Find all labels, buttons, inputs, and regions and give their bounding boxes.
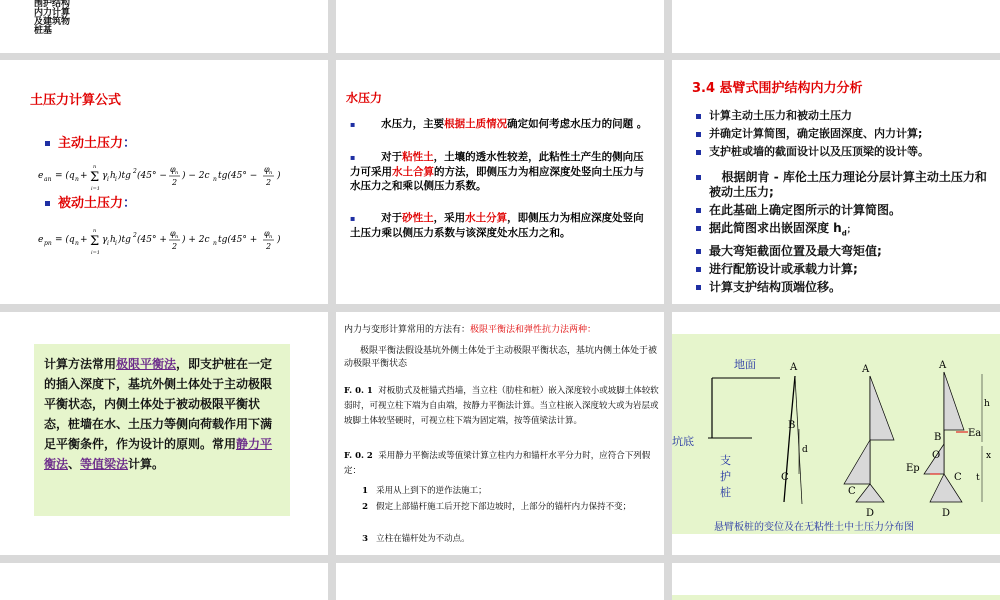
methods-intro-2: 极限平衡法假设基坑外侧土体处于主动极限平衡状态，基坑内侧土体处于被动极限平衡状态: [344, 346, 658, 369]
label-D-3: D: [942, 508, 951, 519]
green-panel-top: [672, 595, 1000, 600]
bullet-icon: [696, 208, 701, 213]
slide-title: 土压力计算公式: [30, 93, 122, 108]
slide-11: [336, 563, 664, 600]
svg-text:) − 2c: ) − 2c: [182, 171, 210, 181]
label-C-3: C: [954, 472, 962, 483]
svg-text:)tg: )tg: [118, 171, 131, 181]
label-B-3: B: [934, 432, 942, 443]
list-item: 计算主动土压力和被动土压力: [696, 108, 996, 123]
svg-text:φ: φ: [170, 229, 176, 238]
passive-pressure-zone: [844, 440, 870, 484]
slide-10: [0, 563, 328, 600]
svg-text:h: h: [110, 171, 116, 181]
active-pressure-formula: [38, 160, 318, 194]
link-equivalent-beam[interactable]: 等值梁法: [80, 457, 129, 471]
passive-pressure-formula: [38, 224, 318, 258]
label-Ea: Ea: [968, 428, 982, 439]
svg-text:φ: φ: [170, 165, 176, 174]
svg-text:φ: φ: [264, 229, 270, 238]
label-pile-2: 护: [720, 470, 731, 483]
ea-zone: [944, 372, 964, 430]
slide-title: 水压力: [346, 91, 383, 105]
svg-text:tg(45° +: tg(45° +: [218, 235, 258, 245]
bullet-icon: [45, 141, 50, 146]
toe-pressure-zone: [856, 484, 884, 502]
active-pressure-label: 主动土压力：: [45, 132, 136, 151]
svg-text:e: e: [38, 171, 44, 181]
svg-text:n: n: [269, 170, 273, 176]
slide-12: [672, 563, 1000, 600]
svg-text:e: e: [38, 235, 44, 245]
spec-clause-f01: F. 0. 1 对板肋式及桩锚式挡墙，当立柱（肋柱和桩）嵌入深度较小或坡脚土体较软弱时，可视立柱下端为自由端，按静力平衡法计算。当立柱嵌入深度较大或为岩层或坡脚土体较坚硬时，可视立柱下端为固定端，按等值梁法计算。: [344, 386, 659, 426]
svg-text:pn: pn: [44, 240, 52, 247]
bullet-icon: [696, 114, 701, 119]
svg-text:φ: φ: [264, 165, 270, 174]
slide-1: [0, 0, 328, 53]
svg-text:(45° −: (45° −: [137, 171, 167, 181]
assumption-3: 3 立柱在锚杆处为不动点。: [362, 534, 470, 544]
label-pile-1: 支: [720, 454, 731, 467]
label-A-3: A: [939, 360, 947, 371]
svg-text:+: +: [80, 171, 88, 181]
list-item: 在此基础上确定图所示的计算简图。: [696, 203, 996, 218]
slide-2: [336, 0, 664, 53]
label-d: d: [802, 445, 808, 455]
bullet-icon: [696, 249, 701, 254]
list-item: 进行配筋设计或承载力计算;: [696, 262, 996, 277]
svg-text:n: n: [175, 234, 179, 240]
svg-text:i=1: i=1: [91, 250, 100, 256]
label-O-3: O: [932, 450, 941, 461]
svg-text:Σ: Σ: [90, 234, 100, 249]
slide-cantilever-diagram: [672, 312, 1000, 555]
svg-text:γ: γ: [102, 235, 108, 245]
methods-intro: 内力与变形计算常用的方法有：极限平衡法和弹性抗力法两种：: [344, 325, 597, 335]
label-x: x: [986, 451, 992, 461]
assumption-1: 1 采用从上到下的逆作法施工；: [362, 486, 487, 496]
active-pressure-zone: [870, 376, 894, 440]
diagram-panel: [672, 334, 1000, 534]
slide-cantilever-analysis: [672, 60, 1000, 304]
svg-text:2: 2: [266, 242, 272, 251]
svg-text:n: n: [75, 176, 79, 183]
svg-text:n: n: [213, 240, 217, 247]
slide-limit-equilibrium: [0, 312, 328, 555]
cantilever-diagram: [672, 334, 1000, 534]
svg-text:= (q: = (q: [55, 171, 75, 181]
formula-svg: [38, 160, 318, 194]
bullet-icon: [696, 150, 701, 155]
cantilever-list: [696, 108, 996, 295]
bullet-icon: [696, 285, 701, 290]
svg-text:= (q: = (q: [55, 235, 75, 245]
svg-text:n: n: [269, 234, 273, 240]
label-t: t: [976, 473, 980, 483]
label-ground: 地面: [734, 358, 756, 371]
slide-3: [672, 0, 1000, 53]
svg-text:i: i: [107, 240, 109, 247]
svg-text:n: n: [213, 176, 217, 183]
bullet-icon: [696, 226, 701, 231]
svg-text:γ: γ: [102, 171, 108, 181]
water-paragraph-1: ▪ 水压力，主要根据土质情况确定如何考虑水压力的问题 。: [350, 118, 648, 130]
formula-svg: [38, 224, 318, 258]
label-pit-bottom: 坑底: [672, 435, 694, 448]
svg-text:i: i: [115, 176, 117, 183]
water-paragraph-2: ▪ 对于粘性土，土壤的透水性较差，此粘性土产生的侧向压力可采用水土合算的方法，即侧压力为相应深度处竖向土压力与水压力之和乘以侧压力系数。: [350, 151, 644, 192]
svg-text:n: n: [175, 170, 179, 176]
list-item: 计算支护结构顶端位移。: [696, 280, 996, 295]
svg-text:h: h: [110, 235, 116, 245]
svg-text:): ): [277, 235, 281, 245]
list-item: 支护桩或墙的截面设计以及压顶梁的设计等。: [696, 144, 996, 159]
list-item: 据此简图求出嵌固深度 $h_d$；: [696, 221, 996, 241]
svg-text:n: n: [93, 164, 97, 170]
label-A-1: A: [790, 362, 798, 373]
slide-water-pressure: [336, 60, 664, 304]
label-C-1: C: [781, 472, 789, 483]
svg-text:+: +: [80, 235, 88, 245]
svg-text:) + 2c: ) + 2c: [182, 235, 210, 245]
svg-text:2: 2: [133, 168, 137, 175]
svg-text:Σ: Σ: [90, 170, 100, 185]
green-text-box: 计算方法常用极限平衡法，即支护桩在一定的插入深度下，基坑外侧土体处于主动极限平衡状态，内侧土体处于被动极限平衡状态，桩墙在水、土压力等侧向荷载作用下满足平衡条件，作为设计的原则。常用静力平衡法、等值梁法计算。: [34, 344, 290, 516]
list-item: 并确定计算简图，确定嵌固深度、内力计算;: [696, 126, 996, 141]
label-B-1: B: [788, 420, 796, 431]
label-h: h: [984, 399, 990, 409]
assumption-2: 2 假定上部锚杆施工后开挖下部边坡时，上部分的锚杆内力保持不变；: [362, 502, 632, 512]
svg-text:(45° +: (45° +: [137, 235, 167, 245]
bullet-icon: ▪: [350, 153, 356, 162]
slide-1-fragment: 围护结构内力计算及建筑物桩基: [34, 0, 71, 36]
diagram-caption: 悬臂板桩的变位及在无粘性土中土压力分布图: [714, 522, 914, 533]
pile-original: [795, 376, 802, 504]
svg-text:2: 2: [172, 178, 178, 187]
svg-text:): ): [277, 171, 281, 181]
svg-text:i=1: i=1: [91, 186, 100, 192]
bullet-icon: [696, 175, 701, 180]
svg-text:)tg: )tg: [118, 235, 131, 245]
water-paragraph-3: ▪ 对于砂性土，采用水土分算，即侧压力为相应深度处竖向土压力乘以侧压力系数与该深度处水压力之和。: [350, 212, 644, 239]
link-static-equilibrium[interactable]: 静力平衡法: [44, 437, 273, 471]
bullet-icon: ▪: [350, 214, 356, 223]
slide-calculation-methods: [336, 312, 664, 555]
passive-pressure-label: 被动土压力：: [45, 192, 136, 211]
bullet-icon: [696, 132, 701, 137]
label-Ep: Ep: [906, 463, 920, 474]
bullet-icon: ▪: [350, 120, 356, 129]
svg-text:2: 2: [266, 178, 272, 187]
pile-deflected: [784, 376, 795, 502]
label-C-2: C: [848, 486, 856, 497]
label-A-2: A: [862, 364, 870, 375]
label-D-2: D: [866, 508, 875, 519]
link-limit-equilibrium[interactable]: 极限平衡法: [116, 357, 177, 371]
bullet-icon: [45, 201, 50, 206]
svg-text:2: 2: [172, 242, 178, 251]
label-pile-3: 桩: [720, 486, 731, 499]
bullet-icon: [696, 267, 701, 272]
list-item: 最大弯矩截面位置及最大弯矩值;: [696, 244, 996, 259]
svg-text:n: n: [75, 240, 79, 247]
svg-text:2: 2: [133, 232, 137, 239]
list-item: 根据朗肯 - 库伦土压力理论分层计算主动土压力和被动土压力;: [696, 170, 996, 200]
svg-text:i: i: [107, 176, 109, 183]
slide-title: 3.4 悬臂式围护结构内力分析: [692, 81, 863, 96]
svg-text:an: an: [44, 176, 52, 183]
slide-earth-pressure: [0, 60, 328, 304]
svg-text:n: n: [93, 228, 97, 234]
svg-text:tg(45° −: tg(45° −: [218, 171, 258, 181]
svg-text:i: i: [115, 240, 117, 247]
spec-clause-f02: F. 0. 2 采用静力平衡法或等值梁计算立柱内力和锚杆水平分力时，应符合下列假定：: [344, 451, 651, 476]
